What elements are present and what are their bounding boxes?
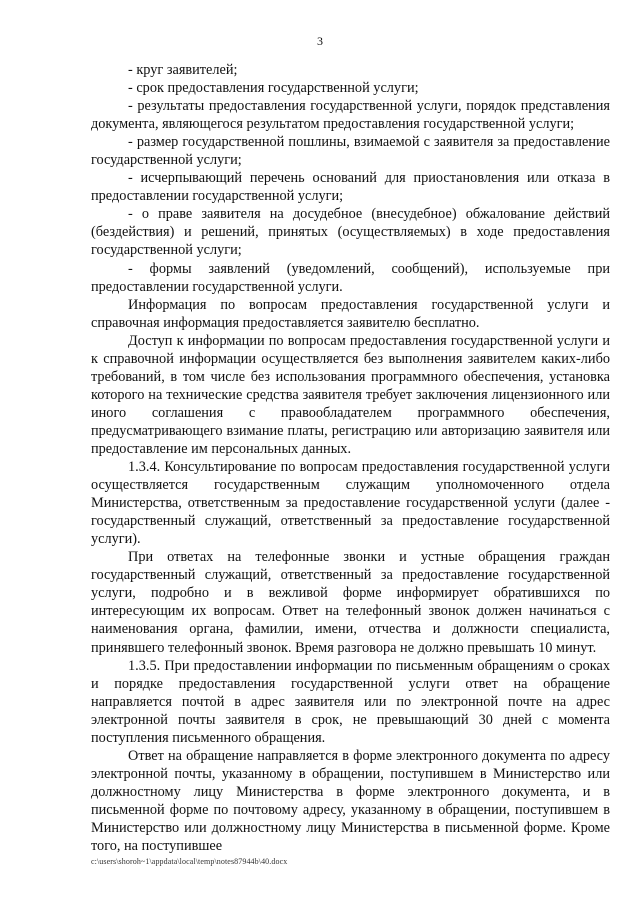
paragraph: - формы заявлений (уведомлений, сообщений), используемые при предоставлении государственной услуги. [91, 260, 610, 295]
paragraph: - размер государственной пошлины, взимаемой с заявителя за предоставление государственной услуги; [91, 134, 610, 169]
paragraph: Ответ на обращение направляется в форме электронного документа по адресу электронной почты, указанному в обращении, поступившем в Министерство или должностному лицу Министерства в форме электронного документа, и в письменной форме по почтовому адресу, указанному в обращении, поступившем в Министерство или должностному лицу Министерства в письменной форме. Кроме того, на поступившее [91, 747, 610, 855]
page-number: 3 [317, 34, 323, 48]
paragraph: Информация по вопросам предоставления государственной услуги и справочная информация предоставляется заявителю бесплатно. [91, 296, 610, 331]
paragraph: - круг заявителей; [128, 62, 238, 78]
paragraph: - о праве заявителя на досудебное (внесудебное) обжалование действий (бездействия) и решений, принятых (осуществляемых) в ходе предоставления государственной услуги; [91, 206, 610, 259]
paragraph: 1.3.5. При предоставлении информации по письменным обращениям о сроках и порядке предоставления государственной услуги ответ на обращение направляется почтой в адрес заявителя или по электронной почте на адрес электронной почты заявителя в срок, не превышающий 30 дней с момента поступления письменного обращения. [91, 657, 610, 746]
paragraph: - срок предоставления государственной услуги; [128, 80, 419, 97]
paragraph: При ответах на телефонные звонки и устные обращения граждан государственный служащий, ответственный за предоставление государственной услуги, подробно и в вежливой форме информирует обратившихся по интересующим их вопросам. Ответ на телефонный звонок должен начинаться с наименования органа, фамилии, имени, отчества и должности специалиста, принявшего телефонный звонок. Время разговора не должно превышать 10 минут. [91, 549, 610, 656]
document-body [91, 61, 610, 855]
paragraph: - исчерпывающий перечень оснований для приостановления или отказа в предоставлении государственной услуги; [91, 170, 610, 205]
paragraph: 1.3.4. Консультирование по вопросам предоставления государственной услуги осуществляется государственным служащим уполномоченного отдела Министерства, ответственным за предоставление государственной услуги (далее - государственный служащий, ответственный за предоставление государственной услуги). [91, 459, 610, 548]
footer-file-path: c:\users\shoroh~1\appdata\local\temp\notes87944b\40.docx [91, 857, 288, 866]
paragraph: - результаты предоставления государственной услуги, порядок представления документа, являющегося результатом предоставления государственной услуги; [91, 98, 610, 133]
paragraph: Доступ к информации по вопросам предоставления государственной услуги и к справочной информации осуществляется без выполнения заявителем каких-либо требований, в том числе без использования программного обеспечения, установка которого на технические средства заявителя требует заключения лицензионного или иного соглашения с правообладателем программного обеспечения, предусматривающего взимание платы, регистрацию или авторизацию заявителя или предоставление им персональных данных. [91, 332, 610, 457]
